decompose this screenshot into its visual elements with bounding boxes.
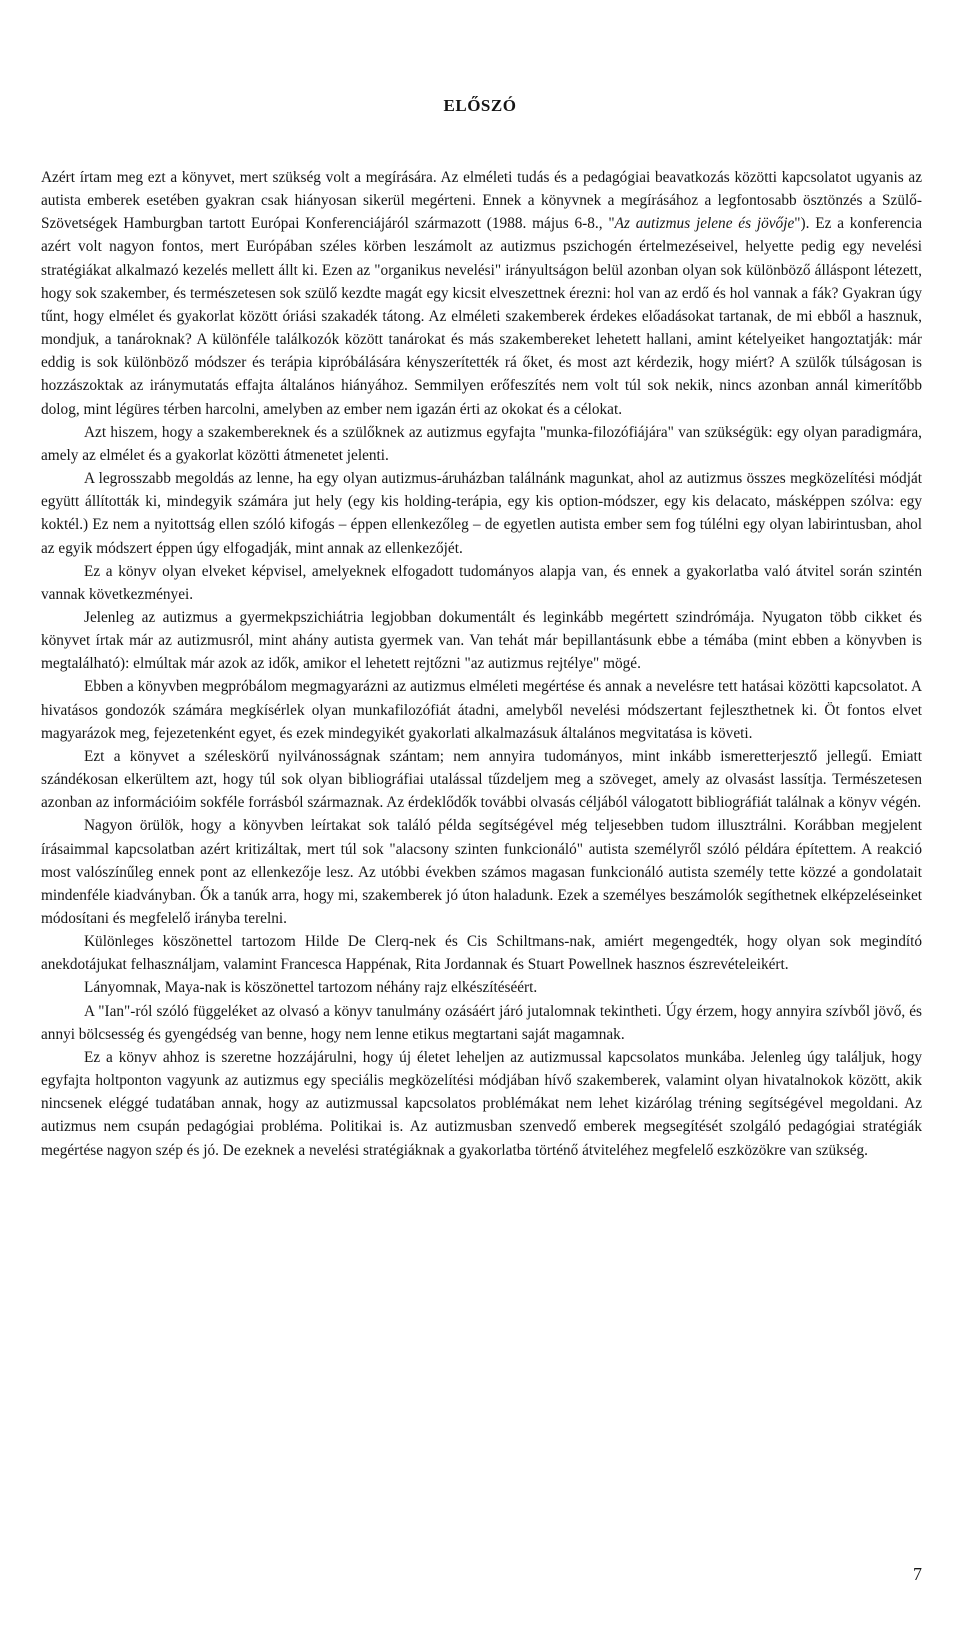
paragraph-9: Különleges köszönettel tartozom Hilde De Clerq-nek és Cis Schiltmans-nak, amiért megengedték, hogy olyan sok megindító anekdotájukat felhasználjam, valamint Francesca Happénak, Rita Jordannak és Stuart Powellnek hasznos észrevételeikért.: [41, 933, 922, 974]
paragraph-1-text-b: "). Ez a konferencia azért volt nagyon fontos, mert Európában széles körben leszámolt az autizmus pszichogén értelmezéseivel, helyette pedig egy nevelési stratégiákat alkalmazó kezelés mellett állt ki. Ezen az "organikus nevelési" irányultságon belül azonban olyan sok különböző álláspont létezett, hogy sok szakember, és természetesen sok szülő kezdte magát egy kicsit elveszettnek érezni: hol van az erdő és hol vannak a fák? Gyakran úgy tűnt, hogy elmélet és gyakorlat között óriási szakadék tátong. Az elméleti szakemberek érdekes előadásokat tartanak, de mi ebből a hasznuk, mondjuk, a tanároknak? A különféle találkozók között tanárokat és más szakembereket lehetett hallani, amint kételyeiket hangoztatják: már eddig is sok különböző módszer és terápia kipróbálására kényszerítették rá őket, és most azt kérdezik, hogy miért? A szülők túlságosan is hozzászoktak az iránymutatás effajta általános hiányához. Semmilyen erőfeszítés nem volt túl sok nekik, nincs azonban annál kimerítőbb dolog, mint légüres térben harcolni, amelyben az ember nem igazán érti az okokat és a célokat.: [41, 215, 922, 418]
paragraph-3: A legrosszabb megoldás az lenne, ha egy olyan autizmus-áruházban találnánk magunkat, ahol az autizmus összes megközelítési módját együtt állították ki, mindegyik számára jut hely (egy kis holding-terápia, egy kis option-módszer, egy kis delacato, másképpen szólva: egy koktél.) Ez nem a nyitottság ellen szóló kifogás – éppen ellenkezőleg – de egyetlen autista ember sem fog túlélni egy olyan labirintusban, ahol az egyik módszert éppen úgy elfogadják, mint annak az ellenkezőjét.: [41, 470, 922, 557]
paragraph-5: Jelenleg az autizmus a gyermekpszichiátria legjobban dokumentált és leginkább megértett szindrómája. Nyugaton több cikket és könyvet írtak már az autizmusról, mint ahány autista gyermek van. Van tehát már bepillantásunk ebbe a témába (mint ebben a könyvben is megtalálható): elmúltak már azok az idők, amikor el lehetett rejtőzni "az autizmus rejtélye" mögé.: [41, 608, 922, 673]
page-title: ELŐSZÓ: [443, 96, 517, 115]
paragraph-12: Ez a könyv ahhoz is szeretne hozzájárulni, hogy új életet leheljen az autizmussal kapcsolatos munkába. Jelenleg úgy találjuk, hogy egyfajta holtponton vagyunk az autizmus egy speciális megközelítési módjában hívő szakemberek, valamint olyan hivatalnokok között, akik nincsenek eléggé tudatában annak, hogy az autizmussal kapcsolatos problémákat nem lehet kizárólag tréning segítségével megoldani. Az autizmus nem csupán pedagógiai probléma. Politikai is. Az autizmusban szenvedő emberek megsegítését szolgáló pedagógiai stratégiák megértése nagyon szép és jó. De ezeknek a nevelési stratégiáknak a gyakorlatba történő átviteléhez megfelelő eszközökre van szükség.: [41, 1048, 922, 1159]
page-number: 7: [913, 1564, 922, 1584]
paragraph-1: [41, 166, 922, 421]
paragraph-7: Ezt a könyvet a széleskörű nyilvánosságnak szántam; nem annyira tudományos, mint inkább ismeretterjesztő jellegű. Emiatt szándékosan elkerültem azt, hogy túl sok olyan bibliográfiai utalással tűzdeljem meg a szöveget, amely az olvasást lassítja. Természetesen azonban az információim sokféle forrásból származnak. Az érdeklődők további olvasás céljából válogatott bibliográfiát találnak a könyv végén.: [41, 747, 922, 812]
paragraph-6: Ebben a könyvben megpróbálom megmagyarázni az autizmus elméleti megértése és annak a nevelésre tett hatásai közötti kapcsolatot. A hivatásos gondozók számára megkísérlek olyan munkafilozófiát átadni, amelyből nevelési módszertant fejleszthetnek ki. Öt fontos elvet magyarázok meg, fejezetenként egyet, és ezek mindegyikét gyakorlati alkalmazásuk általános megvitatása is követi.: [41, 678, 922, 742]
paragraph-1-text-a: Azért írtam meg ezt a könyvet, mert szükség volt a megírására. Az elméleti tudás és a pedagógiai beavatkozás közötti kapcsolatot ugyanis az autista emberek esetében gyakran csak hiányosan sikerül megérteni. Ennek a könyvnek a megírásához a legfontosabb ösztönzés a Szülő-Szövetségek Hamburgban tartott Európai Konferenciájáról származott (1988. május 6-8., ": [41, 169, 922, 233]
paragraph-4: Ez a könyv olyan elveket képvisel, amelyeknek elfogadott tudományos alapja van, és ennek a gyakorlatba való átvitel során szintén vannak következményei.: [41, 562, 922, 603]
paragraph-10: Lányomnak, Maya-nak is köszönettel tartozom néhány rajz elkészítéséért.: [84, 979, 538, 997]
paragraph-11: A "Ian"-ról szóló függeléket az olvasó a könyv tanulmány ozásáért járó jutalomnak tekintheti. Úgy érzem, hogy annyira szívből jövő, és annyi bölcsesség és gyengédség van benne, hogy nem lenne etikus megtartani saját magamnak.: [41, 1002, 922, 1043]
conference-title-italic: Az autizmus jelene és jövője: [614, 215, 795, 233]
paragraph-2: Azt hiszem, hogy a szakembereknek és a szülőknek az autizmus egyfajta "munka-filozófiájára" van szükségük: egy olyan paradigmára, amely az elmélet és a gyakorlat közötti átmenetet jelenti.: [41, 423, 922, 464]
paragraph-8: Nagyon örülök, hogy a könyvben leírtakat sok találó példa segítségével még teljesebben tudom illusztrálni. Korábban megjelent írásaimmal kapcsolatban azért kritizáltak, mert túl sok "alacsony szinten funkcionáló" autista személyről szóló példára építettem. A reakció most valószínűleg ennek pont az ellenkezője lesz. Az utóbbi években számos magasan funkcionáló autista személy tette közzé a gondolatait mindenféle kiadványban. Ők a tanúk arra, hogy mi, szakemberek jó úton haladunk. Ezek a személyes beszámolók segíthetnek elképzeléseinket módosítani és megfelelő irányba terelni.: [41, 817, 922, 927]
body-text: [41, 166, 922, 1162]
